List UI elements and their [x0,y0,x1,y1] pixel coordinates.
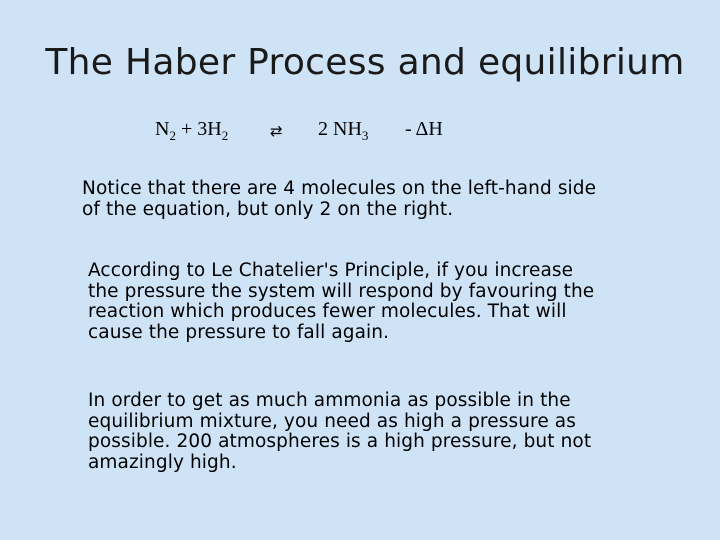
paragraph-line: of the equation, but only 2 on the right. [82,198,454,220]
h2-subscript: 2 [221,128,229,143]
paragraph-molecule-count [82,179,596,220]
nh3-symbol: 2 NH [318,118,362,140]
paragraph-line: cause the pressure to fall again. [88,321,390,343]
paragraph-line: According to Le Chatelier's Principle, if you increase [88,260,574,281]
n2-symbol: N [155,118,170,140]
paragraph-line: equilibrium mixture, you need as high a pressure as [88,410,576,432]
paragraph-line: In order to get as much ammonia as possible in the [88,390,571,411]
paragraph-line: reaction which produces fewer molecules. That will [88,301,567,322]
paragraph-line: amazingly high. [88,451,237,473]
n2-subscript: 2 [169,128,176,143]
paragraph-le-chatelier [88,261,594,343]
nh3-subscript: 3 [361,128,369,143]
equation-products [318,118,368,144]
paragraph-line: the pressure the system will respond by favouring the [88,280,595,302]
paragraph-line: possible. 200 atmospheres is a high pressure, but not [88,431,592,452]
equilibrium-arrow-icon: ⇄ [270,122,283,140]
h2-symbol: + 3H [175,118,222,140]
paragraph-pressure-choice [88,391,591,473]
enthalpy-change: - ΔH [405,118,443,140]
paragraph-line: Notice that there are 4 molecules on the left-hand side [82,178,597,199]
slide-title: The Haber Process and equilibrium [45,42,685,83]
equation-reactants [155,118,228,144]
